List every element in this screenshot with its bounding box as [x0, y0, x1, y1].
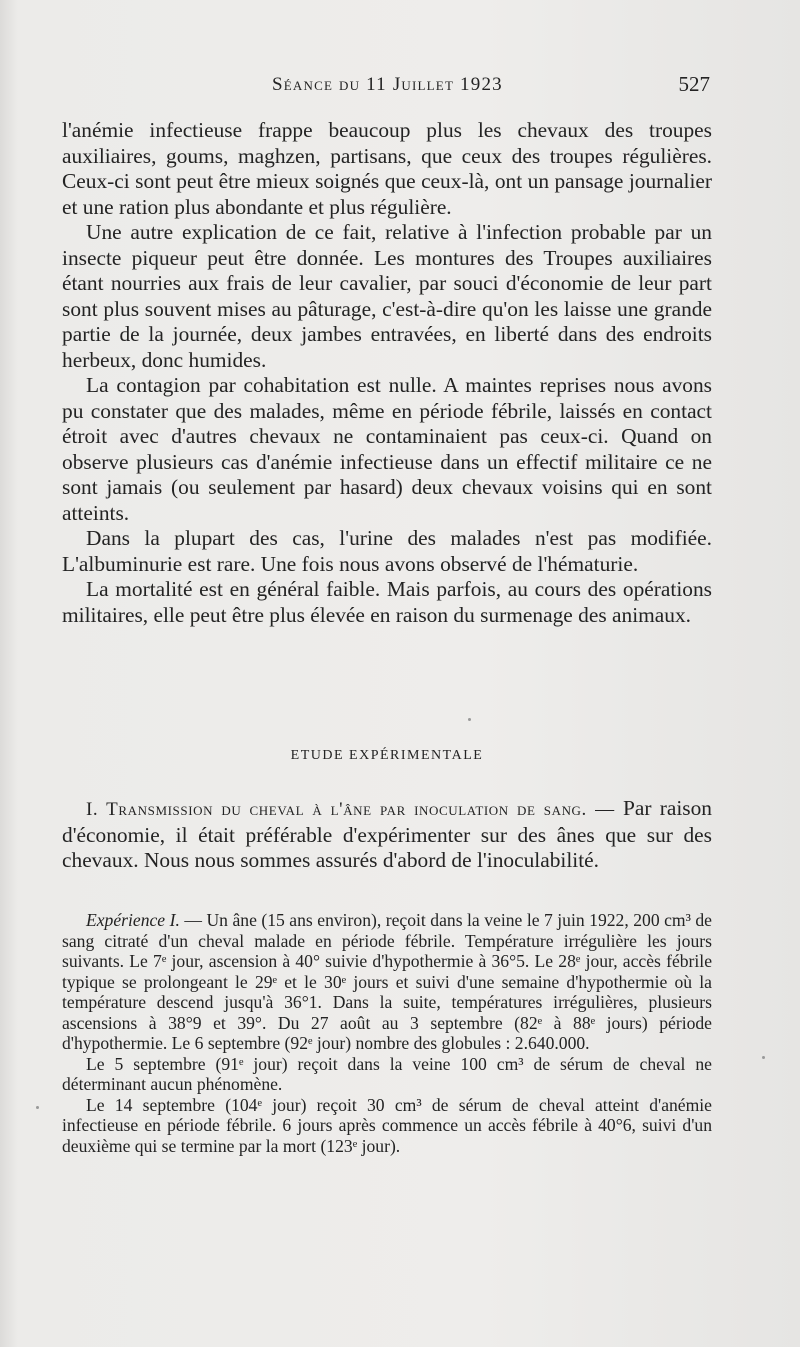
- experiment-paragraph: Le 14 septembre (104ᵉ jour) reçoit 30 cm³ de sérum de cheval atteint d'anémie infectieuse en période fébrile. 6 jours après commence un accès fébrile à 40°6, suivi d'un deuxième qui se termine par la mort (123ᵉ jour).: [62, 1094, 712, 1156]
- paragraph: l'anémie infectieuse frappe beaucoup plus les chevaux des troupes auxiliaires, goums, maghzen, partisans, que ceux des troupes régulières. Ceux-ci sont peut être mieux soignés que ceux-là, ont un pansage journalier et une ration plus abondante et plus régulière.: [62, 118, 712, 219]
- paper-speck: [762, 1056, 765, 1059]
- paper-speck: [468, 718, 471, 721]
- experiment-paragraph: — Un âne (15 ans environ), reçoit dans la veine le 7 juin 1922, 200 cm³ de sang citraté d'un cheval malade en période fébrile. Température irrégulière les jours suivants. Le 7ᵉ jour, ascension à 40° suivie d'hypothermie à 36°5. Le 28ᵉ jour, accès fébrile typique se prolongeant le 29ᵉ et le 30ᵉ jours et suivi d'une semaine d'hypothermie où la température descend jusqu'à 36°1. Dans la suite, températures irrégulières, plusieurs ascensions à 38°9 et 39°. Du 27 août au 3 septembre (82ᵉ à 88ᵉ jours) période d'hypothermie. Le 6 septembre (92ᵉ jour) nombre des globules : 2.640.000.: [62, 910, 712, 1053]
- subsection: [62, 796, 712, 874]
- experiment-label: Expérience I.: [86, 910, 180, 930]
- experiment-paragraph: Le 5 septembre (91ᵉ jour) reçoit dans la veine 100 cm³ de sérum de cheval ne déterminant aucun phénomène.: [62, 1053, 712, 1094]
- paragraph: La contagion par cohabitation est nulle. A maintes reprises nous avons pu constater que des malades, même en période fébrile, laissés en contact étroit avec d'autres chevaux ne contaminaient pas ceux-ci. Quand on observe plusieurs cas d'anémie infectieuse dans un effectif militaire ce ne sont jamais (ou seulement par hasard) deux chevaux voisins qui en sont atteints.: [62, 373, 712, 525]
- body-text: [62, 118, 712, 628]
- paper-speck: [36, 1106, 39, 1109]
- subsection-heading: I. Transmission du cheval à l'âne par inoculation de sang. —: [86, 799, 615, 820]
- page-number: 527: [678, 72, 710, 96]
- section-title: ETUDE EXPÉRIMENTALE: [290, 748, 484, 763]
- subsection-text: Par raison d'économie, il était préférable d'expérimenter sur des ânes que sur des chevaux. Nous nous sommes assurés d'abord de l'inoculabilité.: [62, 796, 712, 872]
- page-header: [62, 72, 712, 102]
- experiment-block: [62, 910, 712, 1156]
- paragraph: La mortalité est en général faible. Mais parfois, au cours des opérations militaires, elle peut être plus élevée en raison du surmenage des animaux.: [62, 577, 712, 627]
- paragraph: Une autre explication de ce fait, relative à l'infection probable par un insecte piqueur peut être donnée. Les montures des Troupes auxiliaires étant nourries aux frais de leur cavalier, par souci d'économie de leur part sont plus souvent mises au pâturage, c'est-à-dire qu'on les laisse une grande partie de la journée, deux jambes entravées, en liberté dans des endroits herbeux, donc humides.: [62, 220, 712, 372]
- running-head: Séance du 11 Juillet 1923: [272, 74, 503, 95]
- paragraph: Dans la plupart des cas, l'urine des malades n'est pas modifiée. L'albuminurie est rare. Une fois nous avons observé de l'hématurie.: [62, 526, 712, 576]
